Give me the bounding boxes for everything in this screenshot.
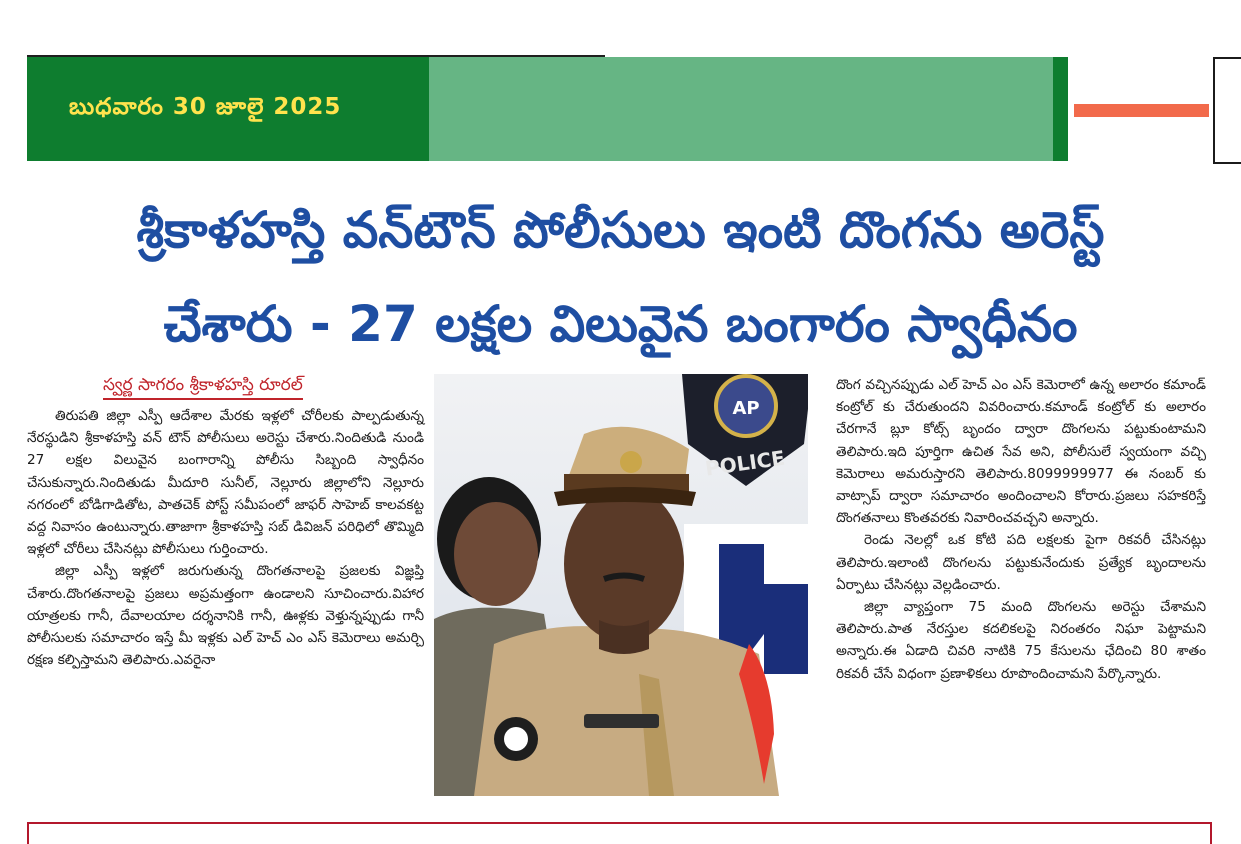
publication-date: బుధవారం 30 జూలై 2025 — [69, 94, 342, 120]
paragraph: జిల్లా ఎస్పీ ఇళ్లలో జరుగుతున్న దొంగతనాలపై ప్రజలకు విజ్ఞప్తి చేశారు.దొంగతనాలపై ప్రజలు అప్రమత్తంగా ఉండాలని సూచించారు.విహార యాత్రలకు గానీ, దేవాలయాల దర్శనానికి గానీ, ఊళ్లకు వెళ్తున్నప్పుడు గానీ పోలీసులకు సమాచారం ఇస్తే మీ ఇళ్లకు ఎల్ హెచ్ ఎం ఎస్ కెమెరాలు అమర్చి రక్షణ కల్పిస్తామని తెలిపారు.ఎవరైనా — [27, 563, 424, 669]
svg-text:AP: AP — [732, 398, 760, 419]
banner-panel — [429, 57, 1053, 161]
headline — [10, 183, 1231, 371]
paragraph: రెండు నెలల్లో ఒక కోటి పది లక్షలకు పైగా రికవరీ చేసినట్లు తెలిపారు.ఇలాంటి దొంగలను పట్టుకునేందుకు ప్రత్యేక బృందాలను ఏర్పాటు చేసినట్లు వెల్లడించారు. — [836, 532, 1206, 593]
date-banner — [27, 57, 1068, 161]
headline-line-1: శ్రీకాళహస్తి వన్‌టౌన్ పోలీసులు ఇంటి దొంగను అరెస్ట్ — [136, 201, 1105, 259]
article-right-column — [836, 374, 1206, 685]
paragraph: జిల్లా వ్యాప్తంగా 75 మంది దొంగలను అరెస్టు చేశామని తెలిపారు.పాత నేరస్తుల కదలికలపై నిరంతరం నిఘా పెట్టామని అన్నారు.ఈ ఏడాది చివరి నాటికి 75 కేసులను ఛేదించి 80 శాతం రికవరీ చేసే విధంగా ప్రణాళికలు రూపొందించామని పేర్కొన్నారు. — [836, 599, 1206, 682]
svg-text:POLICE: POLICE — [703, 445, 787, 481]
news-photo — [434, 374, 808, 796]
headline-line-2: చేశారు - 27 లక్షల విలువైన బంగారం స్వాధీనం — [163, 295, 1078, 353]
bottom-frame — [27, 822, 1212, 844]
side-frame — [1213, 57, 1241, 164]
paragraph: దొంగ వచ్చినప్పుడు ఎల్ హెచ్ ఎం ఎస్ కెమెరాలో ఉన్న అలారం కమాండ్ కంట్రోల్ కు చేరుతుందని వివరించారు.కమాండ్ కంట్రోల్ కు అలారం చేరగానే బ్లూ కోట్స్ బృందం ద్వారా దొంగలను పట్టుకుంటామని తెలిపారు.ఇది పూర్తిగా ఉచిత సేవ అని, పోలీసులే స్వయంగా వచ్చి కెమెరాలు అమరుస్తారని తెలిపారు.8099999977 ఈ నంబర్ కు వాట్సాప్ ద్వారా సమాచారం అందించాలని కోరారు.ప్రజలు సహకరిస్తే దొంగతనాలు కొంతవరకు నివారించవచ్చని అన్నారు. — [836, 377, 1206, 527]
byline: స్వర్ణ సాగరం శ్రీకాళహస్తి రూరల్ — [103, 373, 303, 400]
ap-police-emblem — [682, 374, 808, 486]
paragraph: తిరుపతి జిల్లా ఎస్పీ ఆదేశాల మేరకు ఇళ్లలో చోరీలకు పాల్పడుతున్న నేరస్థుడిని శ్రీకాళహస్తి వన్ టౌన్ పోలీసులు అరెస్టు చేశారు.నిందితుడి నుండి 27 లక్షల విలువైన బంగారాన్ని పోలీసు సిబ్బంది స్వాధీనం చేసుకున్నారు.నిందితుడు మీదూరి సునీల్, నెల్లూరు జిల్లాలోని నెల్లూరు నగరంలో బోడిగాడితోట, పాతచెక్ పోస్ట్ సమీపంలో జాఫర్ సాహెబ్ కాలవకట్ట వద్ద నివాసం ఉంటున్నారు.తాజాగా శ్రీకాళహస్తి సబ్ డివిజన్ పరిధిలో తొమ్మిది ఇళ్లలో చోరీలు చేసినట్లు పోలీసులు గుర్తించారు. — [27, 408, 424, 558]
article-left-column — [27, 405, 424, 671]
accent-bar — [1074, 104, 1209, 117]
police-officer-photo — [434, 374, 808, 796]
